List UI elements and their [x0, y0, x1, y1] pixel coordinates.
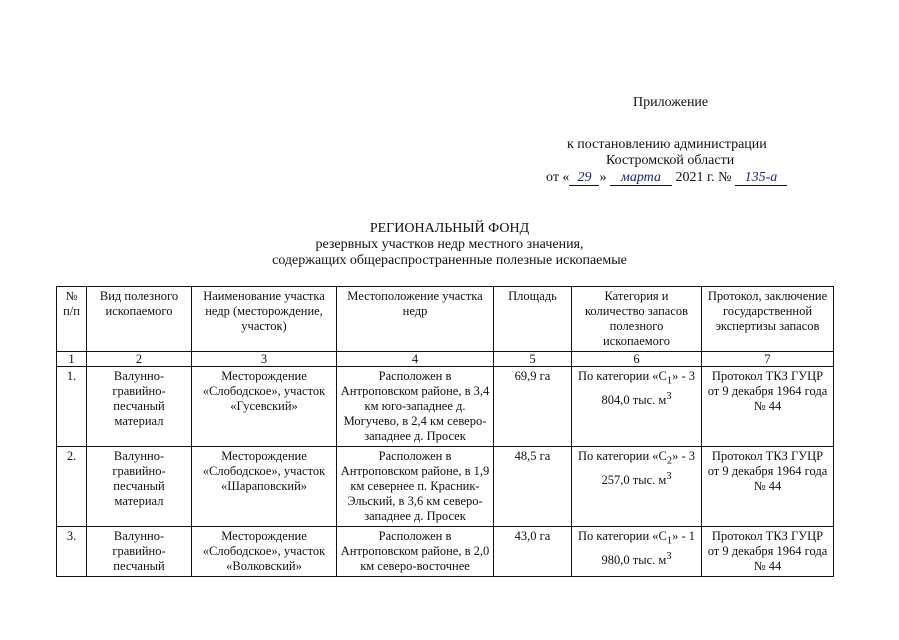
site-location: Расположен в Антроповском районе, в 2,0 км северо-восточнее: [337, 527, 494, 577]
category-sup: 3: [666, 550, 672, 562]
column-number-row: [57, 352, 834, 367]
table-header-cell: Площадь: [494, 287, 572, 352]
table-header-cell: Местоположение участка недр: [337, 287, 494, 352]
column-number: 6: [572, 352, 702, 367]
site-area: 69,9 га: [494, 367, 572, 447]
title-line-3: содержащих общераспространенные полезные ископаемые: [272, 253, 627, 268]
table-header-cell: Вид полезного ископаемого: [87, 287, 192, 352]
site-area: 48,5 га: [494, 447, 572, 527]
mineral-type: Валунно-гравийно-песчаный материал: [87, 367, 192, 447]
category-sub: 1: [666, 375, 673, 387]
table-header-cell: Протокол, заключение государственной экспертизы запасов: [702, 287, 834, 352]
decree-date-line: [546, 170, 787, 186]
row-number: 1.: [57, 367, 87, 447]
date-prefix: от «: [546, 170, 570, 185]
table-row: [57, 367, 834, 447]
mineral-type: Валунно-гравийно-песчаный: [87, 527, 192, 577]
table-header-row: [57, 287, 834, 352]
column-number: 2: [87, 352, 192, 367]
reserve-sites-table: [56, 286, 834, 577]
date-month: марта: [610, 171, 672, 186]
column-number: 7: [702, 352, 834, 367]
row-number: 2.: [57, 447, 87, 527]
title-line-1: РЕГИОНАЛЬНЫЙ ФОНД: [369, 221, 530, 236]
decree-line-2: Костромской области: [606, 153, 735, 168]
site-name: Месторождение «Слободское», участок «Волковский»: [192, 527, 337, 577]
category-prefix: По категории «С: [577, 529, 667, 543]
category-mid: » - 3 804,0 тыс. м: [601, 369, 696, 407]
table-row: [57, 527, 834, 577]
expertise-protocol: Протокол ТКЗ ГУЦР от 9 декабря 1964 года № 44: [702, 367, 834, 447]
column-number: 4: [337, 352, 494, 367]
category-sub: 2: [666, 455, 673, 467]
site-area: 43,0 га: [494, 527, 572, 577]
appendix-label: Приложение: [633, 95, 709, 110]
column-number: 3: [192, 352, 337, 367]
reserve-category: [572, 367, 702, 447]
category-sup: 3: [666, 470, 672, 482]
table-header-cell: № п/п: [57, 287, 87, 352]
site-location: Расположен в Антроповском районе, в 1,9 км севернее п. Красник-Эльский, в 3,6 км северо-западнее д. Просек: [337, 447, 494, 527]
category-mid: » - 3 257,0 тыс. м: [601, 449, 696, 487]
category-sub: 1: [666, 535, 673, 547]
category-prefix: По категории «С: [577, 369, 667, 383]
date-year: 2021 г. №: [675, 170, 732, 185]
decree-number: 135-а: [735, 171, 787, 186]
reserve-category: [572, 527, 702, 577]
date-day: 29: [569, 171, 599, 186]
date-mid: »: [599, 170, 607, 185]
category-sup: 3: [666, 390, 672, 402]
decree-line-1: к постановлению администрации: [567, 137, 767, 152]
site-location: Расположен в Антроповском районе, в 3,4 км юго-западнее д. Могучево, в 2,4 км северо-западнее д. Просек: [337, 367, 494, 447]
reserve-category: [572, 447, 702, 527]
table-header-cell: Категория и количество запасов полезного ископаемого: [572, 287, 702, 352]
row-number: 3.: [57, 527, 87, 577]
site-name: Месторождение «Слободское», участок «Гусевский»: [192, 367, 337, 447]
site-name: Месторождение «Слободское», участок «Шараповский»: [192, 447, 337, 527]
category-prefix: По категории «С: [577, 449, 667, 463]
document-title: [0, 221, 899, 269]
table-header-cell: Наименование участка недр (месторождение, участок): [192, 287, 337, 352]
table-row: [57, 447, 834, 527]
expertise-protocol: Протокол ТКЗ ГУЦР от 9 декабря 1964 года № 44: [702, 527, 834, 577]
category-mid: » - 1 980,0 тыс. м: [601, 529, 696, 567]
expertise-protocol: Протокол ТКЗ ГУЦР от 9 декабря 1964 года № 44: [702, 447, 834, 527]
mineral-type: Валунно-гравийно-песчаный материал: [87, 447, 192, 527]
column-number: 1: [57, 352, 87, 367]
column-number: 5: [494, 352, 572, 367]
title-line-2: резервных участков недр местного значения,: [315, 237, 584, 252]
